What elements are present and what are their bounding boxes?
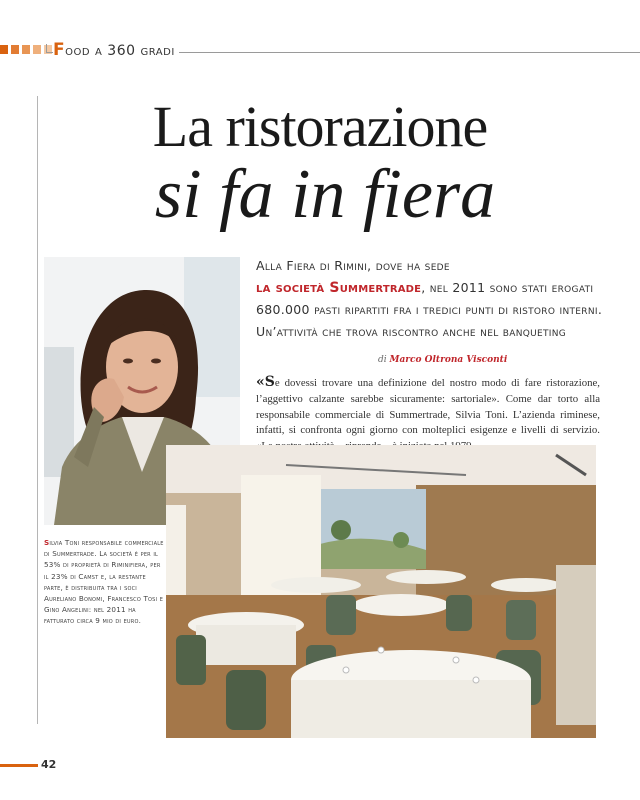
page-number: 42 bbox=[41, 758, 57, 771]
article-body bbox=[256, 375, 600, 455]
body-dropcap: «S bbox=[256, 374, 275, 390]
caption-text: ilvia Toni responsabile commerciale di Summertrade. La società è per il 53% di proprietà di Riminifiera, per il 23% di Camst e, la restante parte, è distribuita tra i soci Aureliano Bonomi, Francesco Tosi e Gino Angelini: nel 2011 ha fatturato circa 9 mio di euro. bbox=[44, 538, 164, 626]
footer-accent-bar bbox=[0, 764, 38, 767]
body-paragraph: e dovessi trovare una definizione del nostro modo di fare ristorazione, l’aggettivo calzante sarebbe sicuramente: sartoriale». Come dar torto alla responsabile commerciale di Summertrade, Silvia Toni. L’azienda riminese, infatti, si confronta ogni giorno con molteplici esigenze e livelli di servizio. bbox=[256, 377, 600, 437]
standfirst-intro: Alla Fiera di Rimini, dove ha sede bbox=[256, 258, 450, 273]
color-square bbox=[0, 45, 8, 54]
section-title-rest: ood a 360 gradi bbox=[65, 43, 175, 59]
section-color-squares bbox=[0, 45, 52, 54]
standfirst-rest: , nel 2011 sono stati erogati 680.000 pasti ripartiti fra i tredici punti di ristoro interni. Un’attività che trova riscontro anche nel banqueting bbox=[256, 280, 603, 339]
color-square bbox=[11, 45, 19, 54]
caption-initial: S bbox=[44, 538, 50, 547]
color-square bbox=[22, 45, 30, 54]
header-rule-tick bbox=[46, 44, 47, 53]
color-square bbox=[33, 45, 41, 54]
headline-line-1: La ristorazione bbox=[152, 94, 488, 159]
byline-author: Marco Oltrona Visconti bbox=[389, 355, 508, 365]
byline-prefix: di bbox=[378, 355, 387, 365]
byline bbox=[378, 355, 507, 365]
photo-caption bbox=[44, 537, 164, 627]
headline-line-2: si fa in fiera bbox=[154, 156, 496, 233]
section-title-initial: F bbox=[53, 40, 66, 60]
restaurant-photo bbox=[166, 445, 596, 738]
section-title bbox=[53, 40, 179, 60]
standfirst-company: la società Summertrade bbox=[256, 280, 422, 296]
standfirst bbox=[256, 255, 616, 343]
